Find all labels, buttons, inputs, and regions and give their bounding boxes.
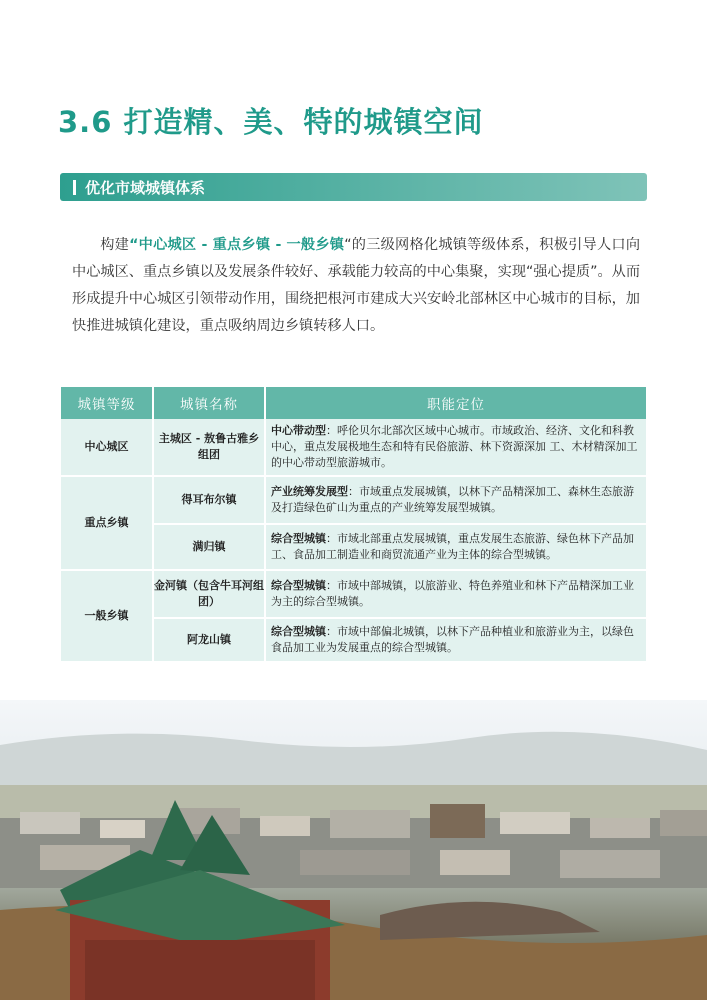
distant-hills [0, 732, 707, 790]
intro-body: “的三级网格化城镇等级体系，积极引导人口向中心城区、重点乡镇以及发展条件较好、承载能力较高的中心集聚，实现“强心提质”。从而形成提升中心城区引领带动作用，围绕把根河市建成大兴安岭北部林区中心城市的目标，加快推进城镇化建设，重点吸纳周边乡镇转移人口。 [72, 237, 641, 334]
function-desc: ：呼伦贝尔北部次区域中心城市。市域政治、经济、文化和科教中心，重点发展极地生态和特有民俗旅游、林下资源深加 工、木材精深加工的中心带动型旅游城市。 [271, 424, 638, 469]
function-type: 产业统筹发展型 [271, 485, 348, 498]
table-row [61, 419, 646, 476]
function-cell [265, 419, 646, 476]
function-desc: ：市域北部重点发展城镇，重点发展生态旅游、绿色林下产品加工、食品加工制造业和商贸流通产业为主体的综合型城镇。 [271, 532, 634, 561]
function-cell [265, 524, 646, 570]
function-type: 中心带动型 [271, 424, 326, 437]
intro-highlight: “中心城区 - 重点乡镇 - 一般乡镇 [129, 237, 345, 253]
function-cell [265, 476, 646, 524]
header-name: 城镇名称 [153, 387, 265, 419]
function-desc: ：市域重点发展城镇，以林下产品精深加工、森林生态旅游及打造绿色矿山为重点的产业统筹发展型城镇。 [271, 485, 634, 514]
town-system-table [61, 387, 646, 663]
table-row [61, 476, 646, 524]
function-cell [265, 570, 646, 618]
intro-lead: 构建 [100, 237, 130, 253]
sculpture [380, 902, 600, 940]
intro-paragraph [72, 232, 640, 340]
town-name-cell: 阿龙山镇 [153, 618, 265, 662]
function-desc: ：市域中部城镇，以旅游业、特色养殖业和林下产品精深加工业为主的综合型城镇。 [271, 579, 634, 608]
landscape-illustration [0, 700, 707, 1000]
level-cell: 重点乡镇 [61, 476, 153, 570]
section-header [60, 173, 647, 201]
page-title: 3.6 打造精、美、特的城镇空间 [58, 105, 484, 139]
level-cell: 中心城区 [61, 419, 153, 476]
function-type: 综合型城镇 [271, 532, 326, 545]
town-name-cell: 主城区 - 敖鲁古雅乡组团 [153, 419, 265, 476]
city-landscape-photo [0, 700, 707, 1000]
function-type: 综合型城镇 [271, 579, 326, 592]
function-type: 综合型城镇 [271, 625, 326, 638]
section-mark [73, 180, 76, 195]
level-cell: 一般乡镇 [61, 570, 153, 662]
table-header-row [61, 387, 646, 419]
function-desc: ：市域中部偏北城镇，以林下产品种植业和旅游业为主，以绿色食品加工业为发展重点的综合型城镇。 [271, 625, 634, 654]
table-row [61, 570, 646, 618]
function-cell [265, 618, 646, 662]
header-level: 城镇等级 [61, 387, 153, 419]
town-name-cell: 满归镇 [153, 524, 265, 570]
header-function: 职能定位 [265, 387, 646, 419]
section-title: 优化市域城镇体系 [85, 178, 206, 197]
town-name-cell: 得耳布尔镇 [153, 476, 265, 524]
town-name-cell: 金河镇（包含牛耳河组团） [153, 570, 265, 618]
